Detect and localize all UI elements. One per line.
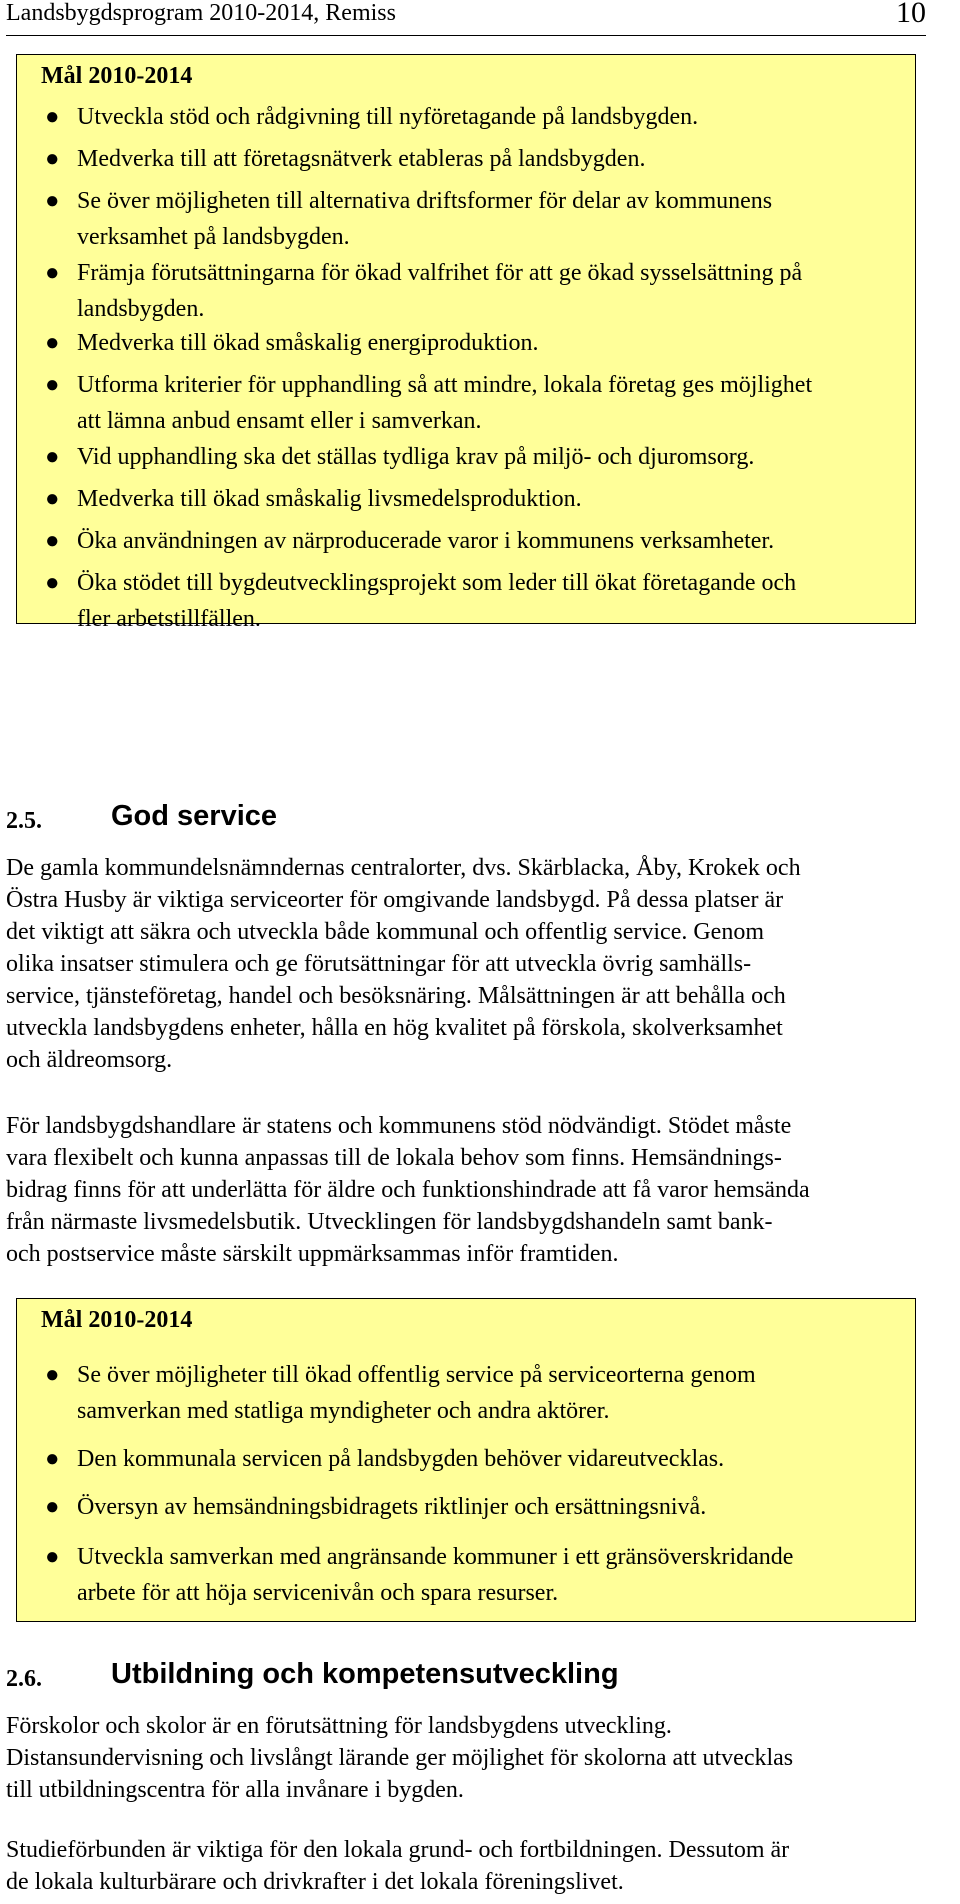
bullet-icon: ●: [45, 104, 60, 130]
section-title: Utbildning och kompetensutveckling: [111, 1658, 619, 1690]
section-number: 2.5.: [6, 808, 42, 834]
goal-box-2: [16, 1298, 916, 1622]
section-2-6-paragraph-2: Studieförbunden är viktiga för den lokala grund- och fortbildningen. Dessutom är de lokala kulturbärare och drivkrafter i det lokala föreningslivet.: [6, 1837, 790, 1895]
bullet-icon: ●: [45, 146, 60, 172]
list-item-text: Medverka till ökad småskalig livsmedelsproduktion.: [77, 486, 582, 512]
bullet-icon: ●: [45, 570, 60, 596]
list-item-text: Främja förutsättningarna för ökad valfrihet för att ge ökad sysselsättning på landsbygden.: [77, 260, 803, 322]
bullet-icon: ●: [45, 260, 60, 286]
header-divider: [6, 35, 926, 36]
bullet-icon: ●: [45, 188, 60, 214]
bullet-icon: ●: [45, 1362, 60, 1388]
list-item-text: Den kommunala servicen på landsbygden behöver vidareutvecklas.: [77, 1446, 725, 1472]
section-2-5-paragraph-1: De gamla kommundelsnämndernas centralorter, dvs. Skärblacka, Åby, Krokek och Östra Husby är viktiga serviceorter för omgivande landsbygd. På dessa platser är det viktigt att säkra och utveckla både kommunal och offentlig service. Genom olika insatser stimulera och ge förutsättningar för att utveckla övrig samhälls- service, tjänsteföretag, handel och besöksnäring. Målsättningen är att behålla och utveckla landsbygdens enheter, hålla en hög kvalitet på förskola, skolverksamhet och äldreomsorg.: [6, 855, 801, 1073]
list-item-text: Medverka till ökad småskalig energiproduktion.: [77, 330, 539, 356]
list-item-text: Utforma kriterier för upphandling så att mindre, lokala företag ges möjlighet att lämna anbud ensamt eller i samverkan.: [77, 372, 813, 434]
list-item-text: Öka stödet till bygdeutvecklingsprojekt som leder till ökat företagande och fler arbetstillfällen.: [77, 570, 797, 632]
bullet-icon: ●: [45, 1494, 60, 1520]
section-2-5-paragraph-2: För landsbygdshandlare är statens och kommunens stöd nödvändigt. Stödet måste vara flexibelt och kunna anpassas till de lokala behov som finns. Hemsändnings- bidrag finns för att underlätta för äldre och funktionshindrade att få varor hemsända från närmaste livsmedelsbutik. Utvecklingen för landsbygdshandeln samt bank- och postservice måste särskilt uppmärksammas inför framtiden.: [6, 1113, 810, 1267]
goal-box-2-title: Mål 2010-2014: [41, 1307, 193, 1333]
section-number: 2.6.: [6, 1666, 42, 1692]
list-item-text: Vid upphandling ska det ställas tydliga krav på miljö- och djuromsorg.: [77, 444, 755, 470]
list-item-text: Utveckla samverkan med angränsande kommuner i ett gränsöverskridande arbete för att höja servicenivån och spara resurser.: [77, 1544, 794, 1606]
goal-box-1: [16, 54, 916, 632]
list-item-text: Se över möjligheten till alternativa driftsformer för delar av kommunens verksamhet på landsbygden.: [77, 188, 773, 250]
document-title: Landsbygdsprogram 2010-2014, Remiss: [6, 0, 396, 26]
bullet-icon: ●: [45, 1544, 60, 1570]
bullet-icon: ●: [45, 486, 60, 512]
section-heading-2-5: [6, 800, 926, 840]
goal-box-1-title: Mål 2010-2014: [41, 63, 193, 89]
list-item-text: Utveckla stöd och rådgivning till nyföretagande på landsbygden.: [77, 104, 699, 130]
bullet-icon: ●: [45, 372, 60, 398]
section-title: God service: [111, 800, 278, 832]
bullet-icon: ●: [45, 444, 60, 470]
list-item-text: Se över möjligheter till ökad offentlig service på serviceorterna genom samverkan med statliga myndigheter och andra aktörer.: [77, 1362, 756, 1424]
section-heading-2-6: [6, 1658, 926, 1698]
list-item-text: Medverka till att företagsnätverk etableras på landsbygden.: [77, 146, 646, 172]
list-item-text: Översyn av hemsändningsbidragets riktlinjer och ersättningsnivå.: [77, 1494, 707, 1520]
page-header: [6, 0, 926, 30]
section-2-6-paragraph-1: Förskolor och skolor är en förutsättning för landsbygdens utveckling. Distansundervisning och livslångt lärande ger möjlighet för skolorna att utvecklas till utbildningscentra för alla invånare i bygden.: [6, 1713, 794, 1803]
bullet-icon: ●: [45, 330, 60, 356]
page-number: 10: [896, 0, 926, 29]
bullet-icon: ●: [45, 1446, 60, 1472]
list-item-text: Öka användningen av närproducerade varor i kommunens verksamheter.: [77, 528, 775, 554]
bullet-icon: ●: [45, 528, 60, 554]
